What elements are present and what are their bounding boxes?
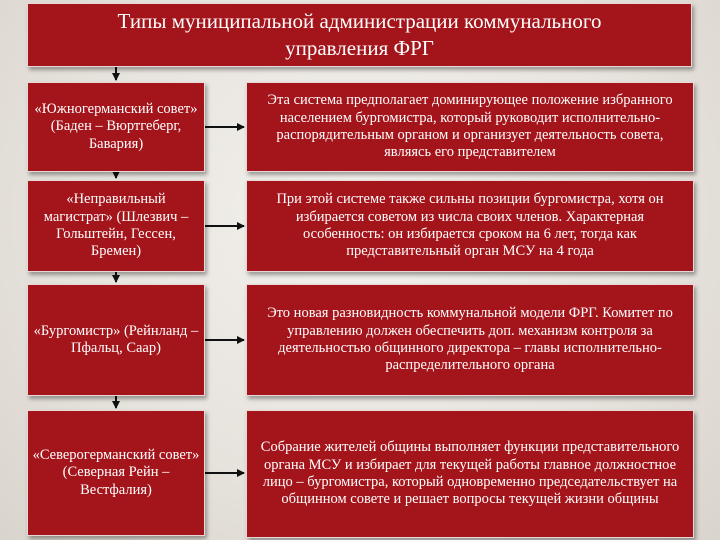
type-box-burgomaster: «Бургомистр» (Рейнланд – Пфальц, Саар) [27, 284, 205, 396]
page-title: Типы муниципальной администрации коммунального управления ФРГ [27, 3, 692, 67]
description-box-irregular-magistrate: При этой системе также сильны позиции бургомистра, хотя он избирается советом из числа своих членов. Характерная особенность: он избирается сроком на 6 лет, тогда как представительный орган МСУ на 4 года [246, 180, 694, 272]
type-box-north-german-council: «Северогерманский совет» (Северная Рейн – Вестфалия) [27, 410, 205, 536]
description-box-north-german-council: Собрание жителей общины выполняет функции представительного органа МСУ и избирает для текущей работы главное должностное лицо – бургомистра, который одновременно председательствует на общинном совете и решает вопросы текущей жизни общины [246, 410, 694, 538]
type-box-irregular-magistrate: «Неправильный магистрат» (Шлезвич – Гольштейн, Гессен, Бремен) [27, 180, 205, 272]
description-box-south-german-council: Эта система предполагает доминирующее положение избранного населением бургомистра, который руководит исполнительно-распорядительным органом и организует деятельность совета, являясь его представителем [246, 82, 694, 172]
type-box-south-german-council: «Южногерманский совет» (Баден – Вюртгеберг, Бавария) [27, 82, 205, 172]
description-box-burgomaster: Это новая разновидность коммунальной модели ФРГ. Комитет по управлению должен обеспечить доп. механизм контроля за деятельностью общинного директора – главы исполнительно-распределительного органа [246, 284, 694, 396]
